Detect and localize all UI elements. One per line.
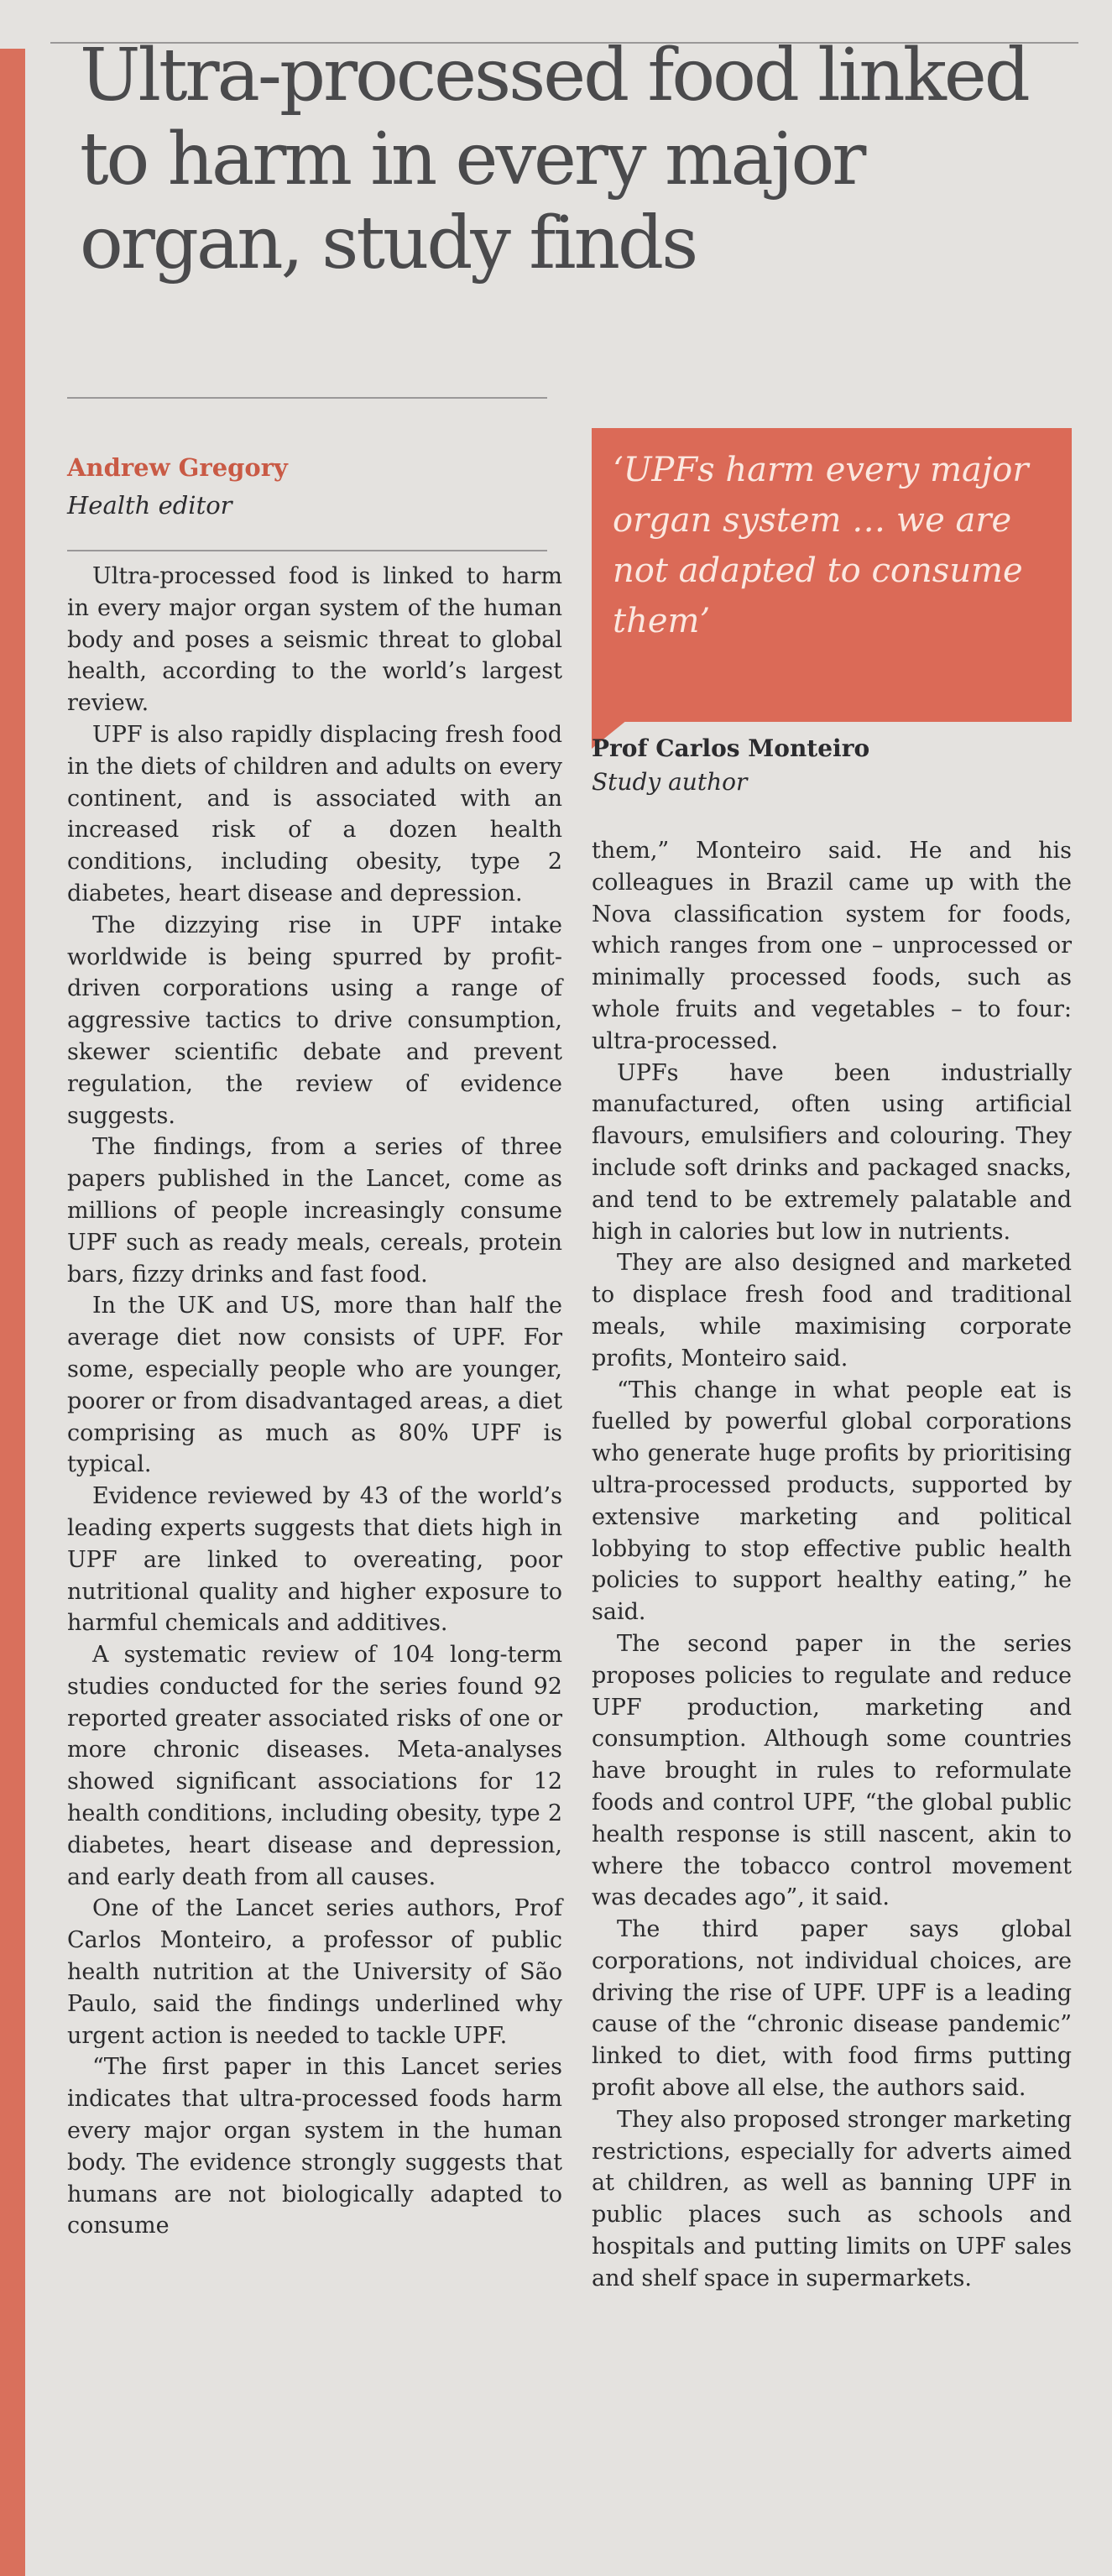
pullquote-attribution-name: Prof Carlos Monteiro: [592, 734, 870, 762]
paragraph: The findings, from a series of three papers published in the Lancet, come as millions of people increasingly consume UPF such as ready meals, cereals, protein bars, fizzy drinks and fast food.: [67, 1134, 562, 1288]
paragraph: UPF is also rapidly displacing fresh food in the diets of children and adults on every continent, and is associated with an increased risk of a dozen health conditions, including obesity, type 2 diabetes, heart disease and depression.: [67, 721, 562, 907]
paragraph: The second paper in the series proposes policies to regulate and reduce UPF production, marketing and consumption. Although some countries have brought in rules to reformulate foods and control UPF, “the global public health response is still nascent, akin to where the tobacco control movement was decades ago”, it said.: [592, 1630, 1072, 1911]
byline-top-rule: [67, 397, 547, 399]
pullquote-attribution-role: Study author: [592, 768, 748, 796]
paragraph: In the UK and US, more than half the average diet now consists of UPF. For some, especially people who are younger, poorer or from disadvantaged areas, a diet comprising as much as 80% UPF is typical.: [67, 1293, 562, 1478]
paragraph: A systematic review of 104 long-term studies conducted for the series found 92 reported greater associated risks of one or more chronic diseases. Meta-analyses showed significant associations for 12 health conditions, including obesity, type 2 diabetes, heart disease and depression, and early death from all causes.: [67, 1642, 562, 1890]
body-column-right: [592, 835, 1072, 2295]
paragraph: them,” Monteiro said. He and his colleagues in Brazil came up with the Nova classification system for foods, which ranges from one – unprocessed or minimally processed foods, such as whole fruits and vegetables – to four: ultra-processed.: [592, 838, 1072, 1054]
headline: Ultra-processed food linked to harm in every major organ, study finds: [80, 34, 1028, 285]
paragraph: Ultra-processed food is linked to harm in every major organ system of the human body and poses a seismic threat to global health, according to the world’s largest review.: [67, 563, 562, 717]
paragraph: Evidence reviewed by 43 of the world’s leading experts suggests that diets high in UPF are linked to overeating, poor nutritional quality and higher exposure to harmful chemicals and additives.: [67, 1483, 562, 1637]
paragraph: The third paper says global corporations, not individual choices, are driving the rise of UPF. UPF is a leading cause of the “chronic disease pandemic” linked to diet, with food firms putting profit above all else, the authors said.: [592, 1916, 1072, 2102]
author-role: Health editor: [67, 491, 232, 520]
paragraph: UPFs have been industrially manufactured, often using artificial flavours, emulsifiers and colouring. They include soft drinks and packaged snacks, and tend to be extremely palatable and high in calories but low in nutrients.: [592, 1059, 1072, 1245]
paragraph: “The first paper in this Lancet series indicates that ultra-processed foods harm every major organ system in the human body. The evidence strongly suggests that humans are not biologically adapted to consume: [67, 2054, 562, 2239]
byline-bottom-rule: [67, 550, 547, 551]
paragraph: The dizzying rise in UPF intake worldwide is being spurred by profit-driven corporations using a range of aggressive tactics to drive consumption, skewer scientific debate and prevent regulation, the review of evidence suggests.: [67, 912, 562, 1129]
paragraph: They also proposed stronger marketing restrictions, especially for adverts aimed at children, as well as banning UPF in public places such as schools and hospitals and putting limits on UPF sales and shelf space in supermarkets.: [592, 2106, 1072, 2291]
pullquote-text: ‘UPFs harm every major organ system … we are not adapted to consume them’: [613, 451, 1029, 640]
accent-bar: [0, 49, 25, 2576]
body-column-left: [67, 561, 562, 2242]
paragraph: “This change in what people eat is fuelled by powerful global corporations who generate huge profits by prioritising ultra-processed products, supported by extensive marketing and political lobbying to stop effective public health policies to support healthy eating,” he said.: [592, 1377, 1072, 1626]
paragraph: One of the Lancet series authors, Prof Carlos Monteiro, a professor of public health nutrition at the University of São Paulo, said the findings underlined why urgent action is needed to tackle UPF.: [67, 1895, 562, 2049]
author-name: Andrew Gregory: [67, 453, 288, 482]
paragraph: They are also designed and marketed to displace fresh food and traditional meals, while maximising corporate profits, Monteiro said.: [592, 1250, 1072, 1372]
